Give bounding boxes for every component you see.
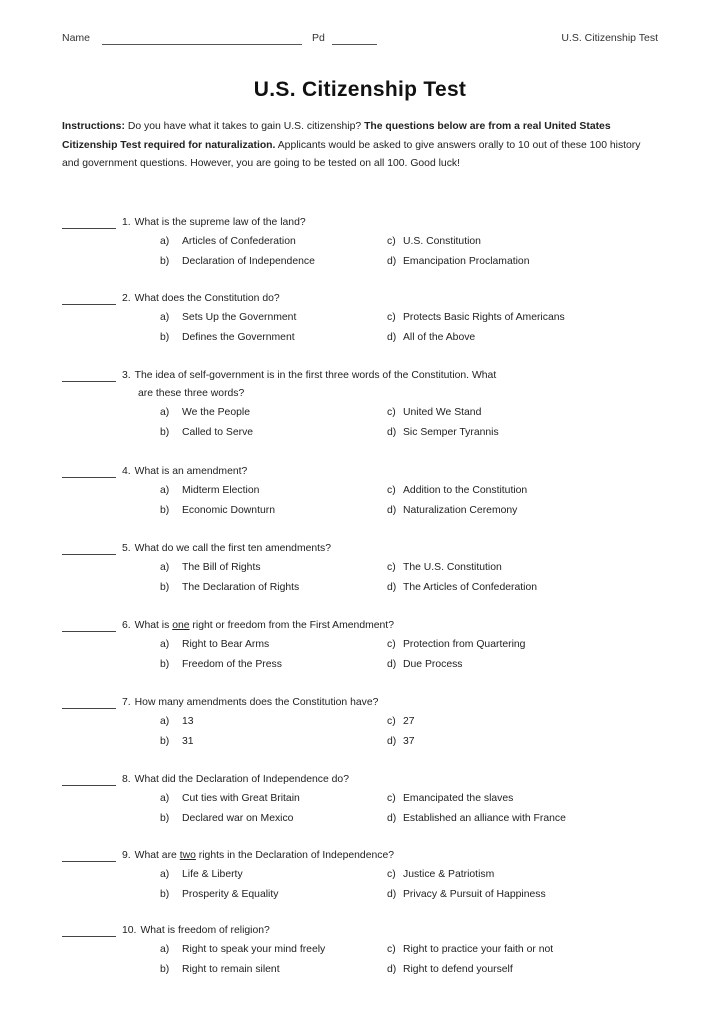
choice-b: b) Declaration of Independence [160, 256, 315, 267]
question-text: What is the supreme law of the land? [134, 217, 306, 228]
name-field-line[interactable] [102, 44, 302, 45]
choice-a: a) Right to speak your mind freely [160, 944, 326, 955]
choice-d: d) Sic Semper Tyrannis [387, 427, 499, 438]
answer-blank[interactable] [62, 847, 116, 862]
choice-a: a) Life & Liberty [160, 869, 243, 880]
choice-c: c) 27 [387, 716, 415, 727]
question-number: 1. [122, 217, 131, 228]
instructions [62, 118, 650, 174]
choices [62, 790, 662, 830]
question-5 [62, 540, 662, 599]
question-number: 10. [122, 925, 137, 936]
question-text: The idea of self-government is in the first three words of the Constitution. What [134, 370, 497, 381]
choices [62, 482, 662, 522]
choice-b: b) Declared war on Mexico [160, 813, 294, 824]
question-number: 9. [122, 850, 131, 861]
question-text: How many amendments does the Constitution have? [134, 697, 379, 708]
answer-blank[interactable] [62, 617, 116, 632]
answer-blank[interactable] [62, 290, 116, 305]
choice-c: c) Justice & Patriotism [387, 869, 495, 880]
choice-d: d) Naturalization Ceremony [387, 505, 518, 516]
answer-blank[interactable] [62, 771, 116, 786]
answer-blank[interactable] [62, 367, 116, 382]
choice-c: c) Emancipated the slaves [387, 793, 514, 804]
question-10 [62, 922, 662, 981]
instructions-part2: The questions below are from a real United States Citizenship Test required for naturalization. [62, 121, 611, 151]
question-text: What is an amendment? [134, 466, 248, 477]
choice-c: c) The U.S. Constitution [387, 562, 502, 573]
choice-d: d) Emancipation Proclamation [387, 256, 530, 267]
question-number: 3. [122, 370, 131, 381]
choice-d: d) Privacy & Pursuit of Happiness [387, 889, 546, 900]
page-title: U.S. Citizenship Test [253, 78, 467, 101]
period-label: Pd [312, 32, 325, 44]
question-text: What did the Declaration of Independence do? [134, 774, 349, 785]
choice-c: c) Protects Basic Rights of Americans [387, 312, 565, 323]
choice-b: b) Economic Downturn [160, 505, 275, 516]
choices [62, 309, 662, 349]
choice-a: a) 13 [160, 716, 194, 727]
question-1 [62, 214, 662, 273]
question-text: What do we call the first ten amendments? [134, 543, 332, 554]
choices [62, 866, 662, 906]
choice-b: b) The Declaration of Rights [160, 582, 300, 593]
question-number: 4. [122, 466, 131, 477]
name-label: Name [62, 32, 91, 44]
question-9 [62, 847, 662, 906]
choice-b: b) Called to Serve [160, 427, 254, 438]
choice-b: b) Freedom of the Press [160, 659, 282, 670]
choice-a: a) Articles of Confederation [160, 236, 296, 247]
choice-b: b) Prosperity & Equality [160, 889, 279, 900]
period-field-line[interactable] [332, 44, 377, 45]
question-4 [62, 463, 662, 522]
answer-blank[interactable] [62, 463, 116, 478]
question-number: 8. [122, 774, 131, 785]
choice-a: a) We the People [160, 407, 250, 418]
question-number: 5. [122, 543, 131, 554]
choice-a: a) Sets Up the Government [160, 312, 297, 323]
choice-b: b) Defines the Government [160, 332, 295, 343]
question-text-continuation: are these three words? [138, 388, 245, 399]
question-text: What is freedom of religion? [140, 925, 270, 936]
question-2 [62, 290, 662, 349]
choice-a: a) The Bill of Rights [160, 562, 261, 573]
question-number: 2. [122, 293, 131, 304]
choice-c: c) United We Stand [387, 407, 482, 418]
choices [62, 559, 662, 599]
question-text: What is one right or freedom from the First Amendment? [134, 620, 394, 631]
choice-a: a) Midterm Election [160, 485, 260, 496]
choice-a: a) Right to Bear Arms [160, 639, 270, 650]
choice-c: c) U.S. Constitution [387, 236, 481, 247]
emphasis-two: two [179, 850, 196, 861]
question-8 [62, 771, 662, 830]
choice-d: d) Right to defend yourself [387, 964, 513, 975]
instructions-lead: Instructions: [62, 121, 125, 132]
question-text: What are two rights in the Declaration of Independence? [134, 850, 395, 861]
choice-d: d) All of the Above [387, 332, 476, 343]
choice-d: d) Established an alliance with France [387, 813, 566, 824]
header-row [62, 30, 658, 48]
question-7 [62, 694, 662, 753]
answer-blank[interactable] [62, 214, 116, 229]
question-3 [62, 367, 662, 444]
answer-blank[interactable] [62, 922, 116, 937]
question-number: 6. [122, 620, 131, 631]
choice-d: d) 37 [387, 736, 415, 747]
choice-c: c) Addition to the Constitution [387, 485, 528, 496]
instructions-part3: Applicants would be asked to give answers orally to 10 out of these 100 history and government questions. However, you are going to be tested on all 100. Good luck! [62, 139, 641, 169]
choices [62, 713, 662, 753]
instructions-part1: Do you have what it takes to gain U.S. citizenship? [124, 121, 365, 132]
question-6 [62, 617, 662, 676]
choices [62, 941, 662, 981]
choice-c: c) Right to practice your faith or not [387, 944, 554, 955]
answer-blank[interactable] [62, 540, 116, 555]
choice-a: a) Cut ties with Great Britain [160, 793, 300, 804]
choice-d: d) Due Process [387, 659, 463, 670]
header-doc-title: U.S. Citizenship Test [561, 32, 658, 44]
choice-d: d) The Articles of Confederation [387, 582, 537, 593]
emphasis-one: one [172, 620, 190, 631]
choices [62, 636, 662, 676]
choices [62, 404, 662, 444]
choice-b: b) 31 [160, 736, 194, 747]
answer-blank[interactable] [62, 694, 116, 709]
choices [62, 233, 662, 273]
question-text: What does the Constitution do? [134, 293, 280, 304]
choice-b: b) Right to remain silent [160, 964, 280, 975]
question-number: 7. [122, 697, 131, 708]
choice-c: c) Protection from Quartering [387, 639, 526, 650]
